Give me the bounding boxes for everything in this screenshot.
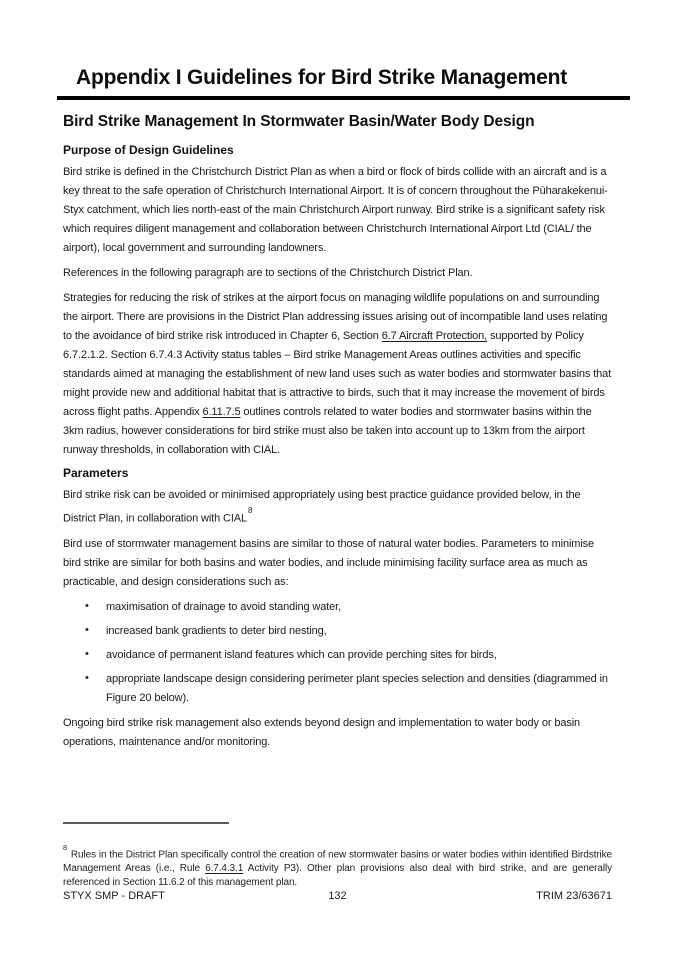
footnote-reference[interactable]: 8 xyxy=(248,506,253,515)
section-title: Bird Strike Management In Stormwater Basin/Water Body Design xyxy=(63,113,535,130)
list-item xyxy=(63,670,612,708)
paragraph-bird-strike-definition: Bird strike is defined in the Christchurch District Plan as when a bird or flock of birds collide with an aircraft and is a key threat to the safe operation of Christchurch International Airport. It is of concern throughout the Pūharakekenui-Styx catchment, which lies north-east of the main Christchurch Airport runway. Bird strike is a significant safety risk which requires diligent management and collaboration between Christchurch International Airport Ltd (CIAL/ the airport), local government and surrounding landowners. xyxy=(63,166,608,254)
list-item-text: maximisation of drainage to avoid standing water, xyxy=(106,600,342,613)
list-item xyxy=(63,646,612,665)
page-content xyxy=(63,64,612,758)
paragraph-text: supported by Policy 6.7.2.1.2. Section 6.7.4.3 Activity status tables – Bird strike Management Areas outlines activities and specific standards aimed at managing the establishment of new land uses such as water bodies and stormwater basins that might provide new and additional habitat that is attractive to birds, such that it may increase the movement of birds across flight paths. Appendix xyxy=(63,330,612,418)
heading-parameters: Parameters xyxy=(63,466,129,480)
list-item-text: appropriate landscape design considering perimeter plant species selection and densities (diagrammed in Figure 20 below). xyxy=(106,672,608,704)
paragraph-strategies xyxy=(63,289,612,460)
paragraph-ongoing-management: Ongoing bird strike risk management also extends beyond design and implementation to water body or basin operations, maintenance and/or monitoring. xyxy=(63,716,581,748)
paragraph-references-note: References in the following paragraph are to sections of the Christchurch District Plan. xyxy=(63,267,473,279)
paragraph-best-practice xyxy=(63,486,612,529)
design-considerations-list xyxy=(63,598,612,708)
paragraph-text: Strategies for reducing the risk of strikes at the airport focus on managing wildlife populations on and surrounding the airport. There are provisions in the District Plan addressing issues arising out of incompatible land uses relating to the avoidance of bird strike risk introduced in Chapter 6, Section xyxy=(63,292,608,342)
footnote xyxy=(63,844,612,890)
footnote-separator xyxy=(63,822,229,824)
title-rule xyxy=(57,96,630,100)
footnote-text: Activity P3). Other plan provisions also deal with bird strike, and are generally referenced in Section 11.6.2 of this management plan. xyxy=(63,863,612,889)
page-title: Appendix I Guidelines for Bird Strike Management xyxy=(76,66,567,89)
list-item xyxy=(63,598,612,617)
bullet-icon: • xyxy=(85,599,89,612)
list-item xyxy=(63,622,612,641)
paragraph-bird-use-basins: Bird use of stormwater management basins are similar to those of natural water bodies. Parameters to minimise bird strike are similar for both basins and water bodies, and include minimising facility surface area as much as practicable, and design considerations such as: xyxy=(63,537,595,588)
cross-reference-link-appendix[interactable]: 6.11.7.5 xyxy=(202,406,241,418)
footer-trim-reference: TRIM 23/63671 xyxy=(536,890,612,902)
cross-reference-link-rule[interactable]: 6.7.4.3.1 xyxy=(205,863,244,875)
bullet-icon: • xyxy=(85,671,89,684)
paragraph-text: outlines controls related to water bodies and stormwater basins within the 3km radius, however considerations for bird strike must also be taken into account up to 13km from the airport runway thresholds, in collaboration with CIAL. xyxy=(63,406,592,456)
footer-document-name: STYX SMP - DRAFT xyxy=(63,890,165,902)
paragraph-text: Bird strike risk can be avoided or minimised appropriately using best practice guidance provided below, in the District Plan, in collaboration with CIAL xyxy=(63,489,581,525)
heading-purpose-of-design-guidelines: Purpose of Design Guidelines xyxy=(63,143,234,157)
page-footer xyxy=(63,890,612,902)
bullet-icon: • xyxy=(85,623,89,636)
footnote-text: Rules in the District Plan specifically control the creation of new stormwater basins or water bodies within identified Birdstrike Management Areas (i.e., Rule xyxy=(63,849,612,875)
footnote-marker: 8 xyxy=(63,843,68,852)
page-number: 132 xyxy=(328,890,347,902)
cross-reference-link-aircraft-protection[interactable]: 6.7 Aircraft Protection, xyxy=(381,330,488,342)
list-item-text: avoidance of permanent island features which can provide perching sites for birds, xyxy=(106,648,497,661)
list-item-text: increased bank gradients to deter bird nesting, xyxy=(106,624,327,637)
bullet-icon: • xyxy=(85,647,89,660)
footnote-area xyxy=(63,822,612,890)
